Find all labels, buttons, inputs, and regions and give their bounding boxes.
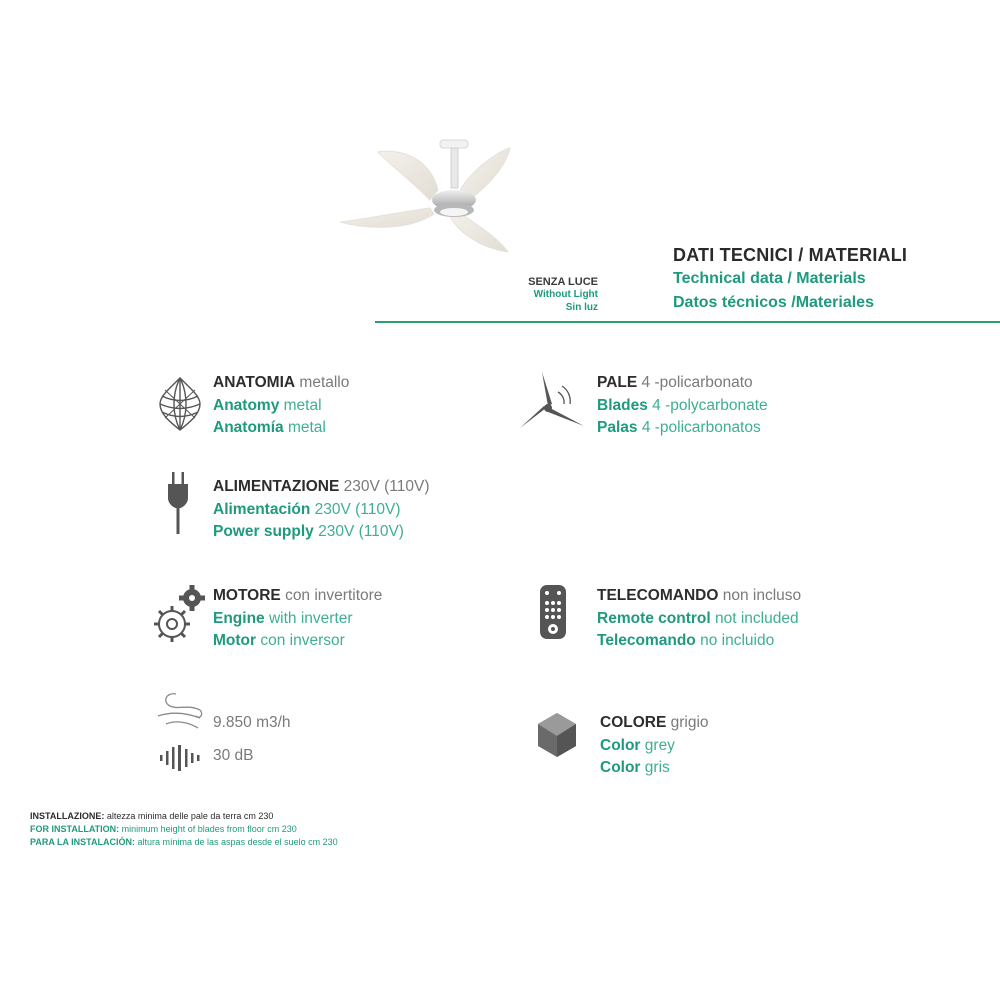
anatomy-es-val: metal [287,419,326,436]
install-en-key: FOR INSTALLATION: [30,824,120,834]
remote-en-key: Remote control [597,609,711,627]
spec-color [600,712,709,780]
blades-it-val: 4 -policarbonato [641,374,753,391]
sphere-mesh-icon [158,376,202,432]
spec-blades [597,372,768,440]
color-en-key: Color [600,736,641,754]
install-it-key: INSTALLAZIONE: [30,811,105,821]
remote-it-val: non incluso [722,587,802,604]
engine-it-key: MOTORE [213,587,281,604]
product-caption [398,276,598,314]
blades-en-key: Blades [597,396,648,414]
engine-en-key: Engine [213,609,265,627]
install-it-val: altezza minima delle pale da terra cm 230 [106,811,274,821]
remote-it-key: TELECOMANDO [597,587,719,604]
anatomy-en-key: Anatomy [213,396,280,414]
ceiling-fan-image [330,130,560,280]
power-it-val: 230V (110V) [343,478,430,495]
color-es-key: Color [600,759,641,776]
remote-es-val: no incluido [700,632,775,649]
color-en-val: grey [644,736,675,754]
header-title: DATI TECNICI / MATERIALI [673,245,908,265]
spec-power [213,476,430,544]
power-en-val: 230V (110V) [318,523,404,540]
anatomy-es-key: Anatomía [213,419,284,436]
caption-en: Without Light [533,289,598,300]
install-en-val: minimum height of blades from floor cm 230 [121,824,297,834]
engine-es-key: Motor [213,632,257,649]
header-sub-en: Technical data / Materials [673,270,866,287]
noise-value: 30 dB [213,747,254,764]
power-es-val: 230V (110V) [314,500,401,518]
sound-wave-icon [160,745,206,771]
gears-icon [150,584,208,646]
install-es-key: PARA LA INSTALACIÓN: [30,837,135,847]
technical-header [673,245,907,315]
color-hexagon-icon [536,712,578,758]
blades-it-key: PALE [597,374,638,391]
color-it-val: grigio [670,714,709,731]
engine-es-val: con inversor [260,632,345,649]
spec-anatomy [213,372,349,440]
header-divider [375,321,1000,323]
anatomy-en-val: metal [283,396,322,414]
blades-en-val: 4 -polycarbonate [652,396,768,414]
spec-remote [597,585,801,653]
airflow-value: 9.850 m3/h [213,714,291,731]
spec-engine [213,585,382,653]
caption-es: Sin luz [565,302,598,313]
installation-note [30,810,338,849]
remote-en-val: not included [715,609,799,627]
remote-es-key: Telecomando [597,632,696,649]
color-it-key: COLORE [600,714,667,731]
anatomy-it-val: metallo [299,374,350,391]
engine-it-val: con invertitore [285,587,383,604]
power-en-key: Power supply [213,523,314,540]
power-plug-icon [166,472,190,534]
remote-control-icon [539,584,567,640]
engine-en-val: with inverter [268,609,353,627]
power-it-key: ALIMENTAZIONE [213,478,340,495]
color-es-val: gris [644,759,670,776]
airflow-icon [156,690,206,732]
fan-blades-icon [518,370,586,434]
blades-es-val: 4 -policarbonatos [641,419,761,436]
power-es-key: Alimentación [213,500,311,518]
header-sub-es: Datos técnicos /Materiales [673,294,874,311]
blades-es-key: Palas [597,419,638,436]
caption-it: SENZA LUCE [528,276,598,288]
install-es-val: altura mínima de las aspas desde el suelo cm 230 [137,837,338,847]
anatomy-it-key: ANATOMIA [213,374,296,391]
